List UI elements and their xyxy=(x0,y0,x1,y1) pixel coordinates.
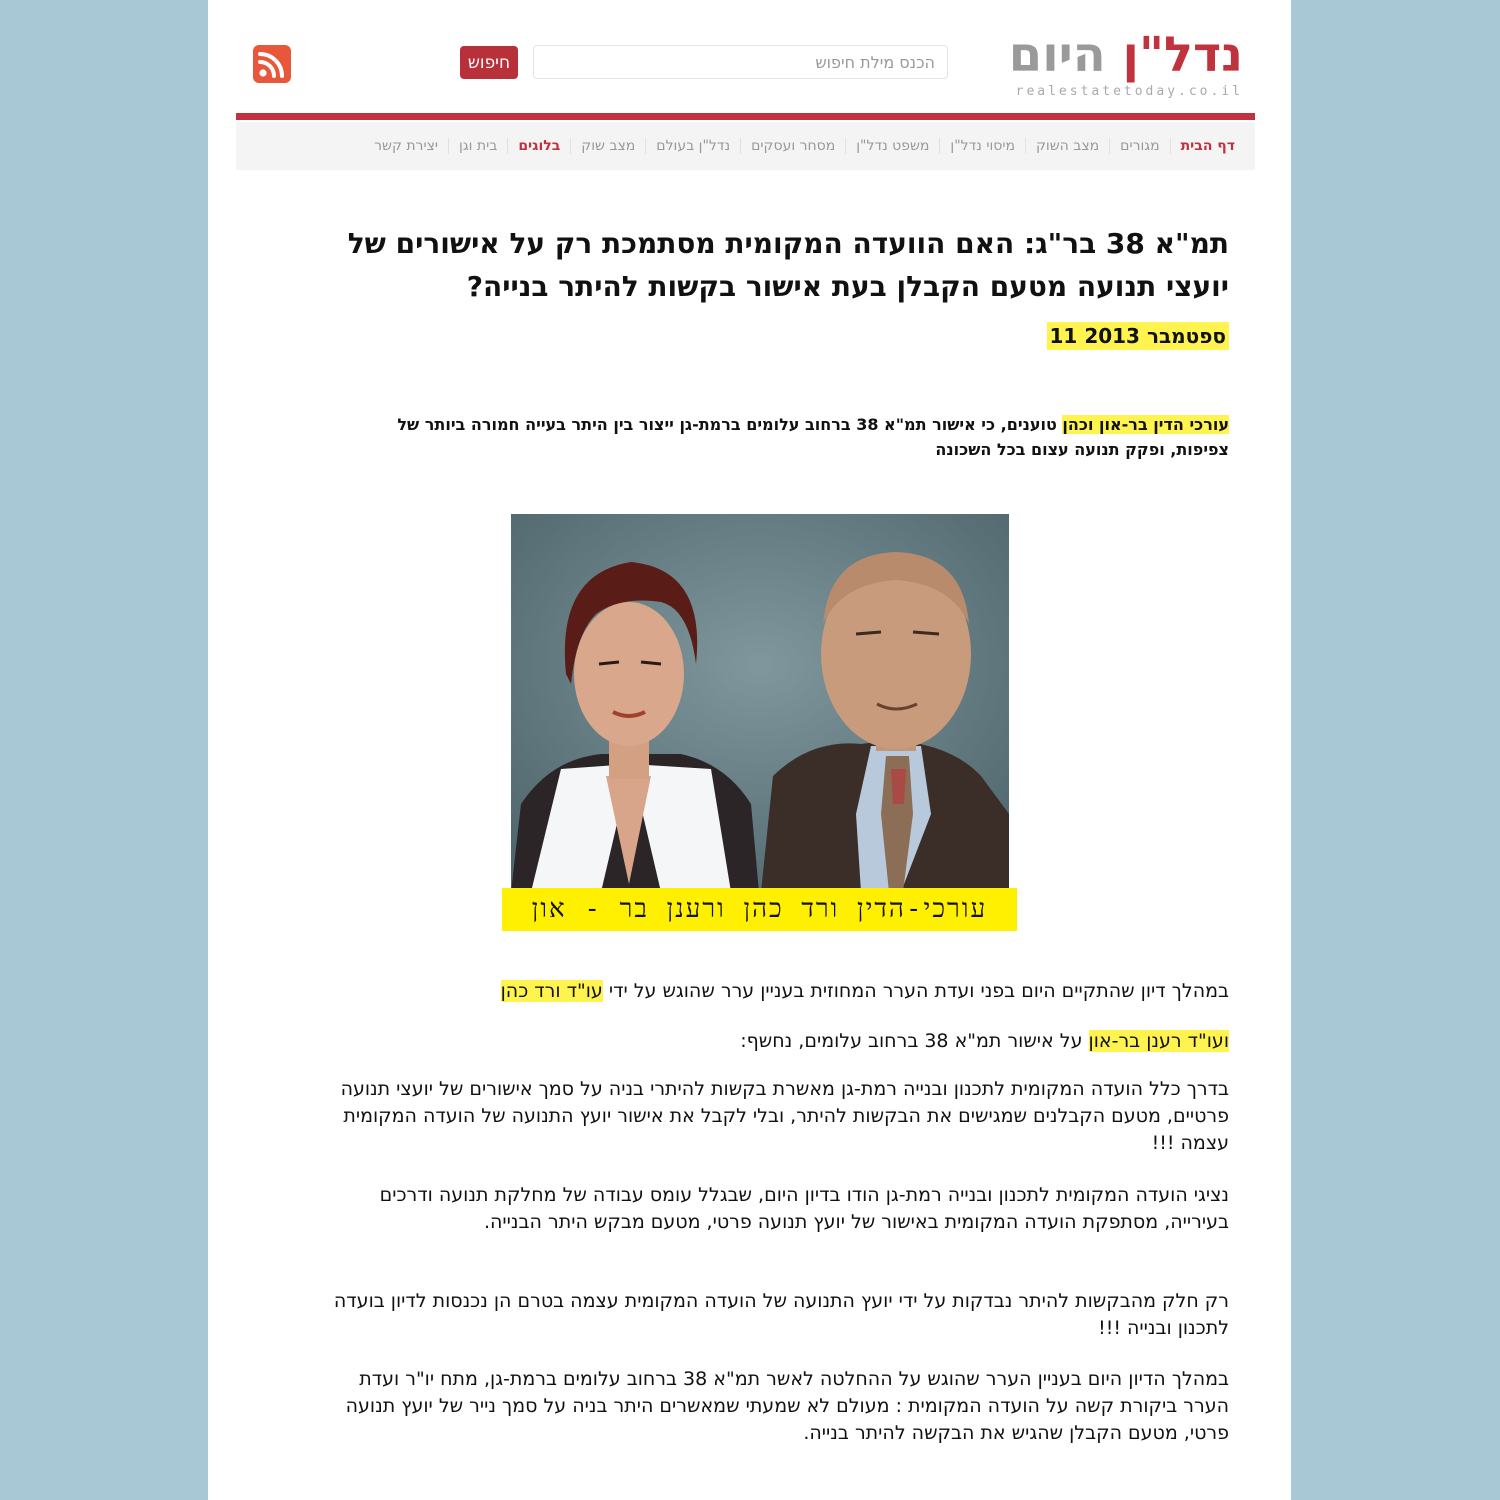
nav-item-home-garden[interactable]: בית וגן xyxy=(448,138,507,154)
nav-item-market-status[interactable]: מצב השוק xyxy=(1025,138,1109,154)
paragraph-5: רק חלק מהבקשות להיתר נבדקות על ידי יועץ התנועה של הועדה המקומית עצמה בטרם הן נכנסות לדיון בועדה לתכנון ובנייה !!! xyxy=(333,1290,1229,1339)
nav-item-blogs[interactable]: בלוגים xyxy=(507,138,570,154)
p1-highlight: עו"ד ורד כהן xyxy=(500,980,603,1002)
photo-caption: עורכי-הדין ורד כהן ורענן בר - און xyxy=(502,888,1017,931)
lead-text: טוענים, כי אישור תמ"א 38 ברחוב עלומים ברמת-גן ייצור בין היתר בעייה חמורה ביותר של צפיפות, ופקק תנועה עצום בכל השכונה xyxy=(397,415,1229,459)
paragraph-2 xyxy=(329,1028,1229,1055)
lead-highlight: עורכי הדין בר-און וכהן xyxy=(1062,415,1229,434)
paragraph-1 xyxy=(329,978,1229,1005)
paragraph-3: בדרך כלל הועדה המקומית לתכנון ובנייה רמת-גן מאשרת בקשות להיתרי בניה על סמך אישורים של יועצי תנועה פרטיים, מטעם הקבלנים שמגישים את הבקשות להיתר, ובלי לקבל את אישור יועץ התנועה של הועדה המקומית עצמה !!! xyxy=(340,1078,1229,1154)
article-date: 11 ספטמבר 2013 xyxy=(1047,322,1229,350)
nav-item-real-estate-tax[interactable]: מיסוי נדל"ן xyxy=(939,138,1025,154)
nav-item-commerce[interactable]: מסחר ועסקים xyxy=(740,138,845,154)
nav-item-real-estate-law[interactable]: משפט נדל"ן xyxy=(845,138,939,154)
logo-url: realestatetoday.co.il xyxy=(1015,84,1243,99)
article-title: תמ"א 38 בר"ג: האם הוועדה המקומית מסתמכת רק על אישורים של יועצי תנועה מטעם הקבלן בעת אישור בקשות להיתר בנייה? xyxy=(347,227,1229,303)
logo-word-1: נדל"ן xyxy=(1122,27,1243,83)
main-nav xyxy=(236,122,1255,170)
nav-item-world[interactable]: נדל"ן בעולם xyxy=(645,138,740,154)
search-input[interactable] xyxy=(533,45,948,79)
nav-item-residential[interactable]: מגורים xyxy=(1109,138,1169,154)
paragraph-4: נציגי הועדה המקומית לתכנון ובנייה רמת-גן הודו בדיון היום, שבגלל עומס עבודה של מחלקת תנועה ודרכים בעירייה, מסתפקת הועדה המקומית באישור של יועץ תנועה פרטי, מטעם מבקש היתר הבנייה. xyxy=(379,1184,1229,1233)
p2-highlight: ועו"ד רענן בר-און xyxy=(1088,1030,1229,1052)
site-logo[interactable] xyxy=(1009,28,1243,99)
header-divider xyxy=(236,113,1255,120)
article-page xyxy=(208,0,1291,1500)
logo-word-2: היום xyxy=(1008,27,1106,83)
p1-text: במהלך דיון שהתקיים היום בפני ועדת הערר המחוזית בעניין ערר שהוגש על ידי xyxy=(602,980,1229,1002)
paragraph-6: במהלך הדיון היום בעניין הערר שהוגש על ההחלטה לאשר תמ"א 38 ברחוב עלומים ברמת-גן, מתח יו"ר ועדת הערר ביקורת קשה על הועדה המקומית : מעולם לא שמעתי שמאשרים היתר בניה על סמך נייר של יועץ תנועה פרטי, מטעם הקבלן שהגיש את הבקשה להיתר בנייה. xyxy=(345,1368,1229,1444)
search-button[interactable]: חיפוש xyxy=(460,46,518,79)
nav-item-market[interactable]: מצב שוק xyxy=(570,138,645,154)
nav-item-contact[interactable]: יצירת קשר xyxy=(374,138,439,154)
rss-icon[interactable] xyxy=(253,45,291,83)
nav-item-home[interactable]: דף הבית xyxy=(1170,138,1245,154)
article-lead xyxy=(349,412,1229,462)
p2-text: על אישור תמ"א 38 ברחוב עלומים, נחשף: xyxy=(740,1030,1089,1052)
lawyers-photo xyxy=(511,514,1009,892)
